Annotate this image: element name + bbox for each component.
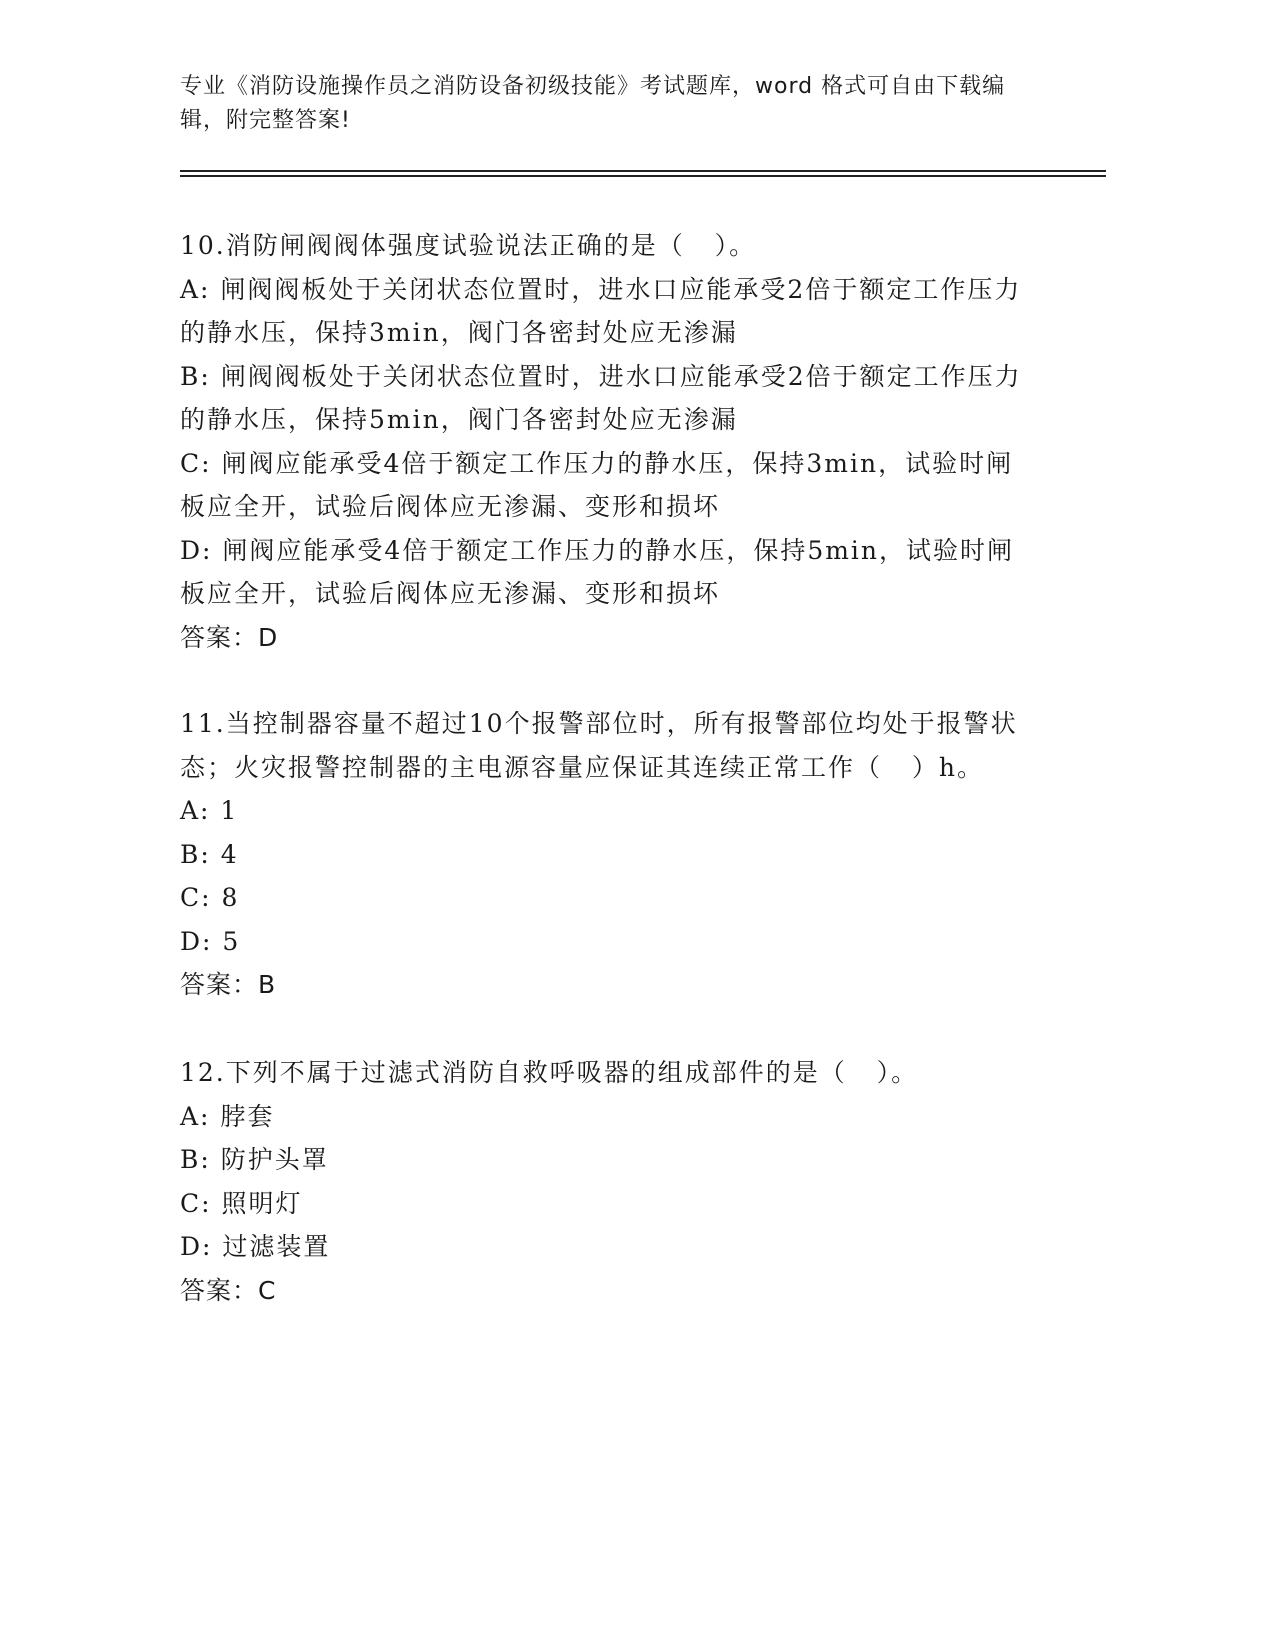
option-c: C: 照明灯: [180, 1188, 303, 1218]
option-d: D: 过滤装置: [180, 1232, 331, 1261]
question-stem: 10.消防闸阀阀体强度试验说法正确的是（ ）。: [180, 231, 757, 260]
answer-label: 答案：D: [180, 622, 279, 652]
question-stem: 11.当控制器容量不超过10个报警部位时，所有报警部位均处于报警状态；火灾报警控制器的主电源容量应保证其连续正常工作（ ）h。: [180, 709, 1018, 782]
question-stem: 12.下列不属于过滤式消防自救呼吸器的组成部件的是（ ）。: [180, 1058, 919, 1087]
option-c: C: 闸阀应能承受4倍于额定工作压力的静水压，保持3min，试验时闸板应全开，试验后阀体应无渗漏、变形和损坏: [180, 448, 1014, 521]
option-a: A: 闸阀阀板处于关闭状态位置时，进水口应能承受2倍于额定工作压力的静水压，保持3min，阀门各密封处应无渗漏: [180, 274, 1022, 347]
option-d: D: 闸阀应能承受4倍于额定工作压力的静水压，保持5min，试验时闸板应全开，试验后阀体应无渗漏、变形和损坏: [180, 535, 1015, 608]
answer-label: 答案：B: [180, 970, 277, 999]
header-intro-text: 专业《消防设施操作员之消防设备初级技能》考试题库，word 格式可自由下载编辑，附完整答案!: [180, 74, 1006, 133]
option-d: D: 5: [180, 926, 241, 956]
header-divider-bottom: [180, 175, 1106, 177]
question-12: [180, 1051, 1040, 1312]
document-header: [180, 70, 1040, 138]
option-b: B: 4: [180, 839, 239, 869]
option-b: B: 闸阀阀板处于关闭状态位置时，进水口应能承受2倍于额定工作压力的静水压，保持5min，阀门各密封处应无渗漏: [180, 361, 1022, 434]
option-a: A: 1: [180, 796, 239, 825]
option-b: B: 防护头罩: [180, 1145, 329, 1174]
option-c: C: 8: [180, 883, 240, 912]
option-a: A: 脖套: [180, 1101, 275, 1131]
answer-label: 答案：C: [180, 1275, 277, 1305]
question-10: [180, 224, 1040, 659]
question-11: [180, 702, 1040, 1007]
header-divider-top: [180, 170, 1106, 172]
